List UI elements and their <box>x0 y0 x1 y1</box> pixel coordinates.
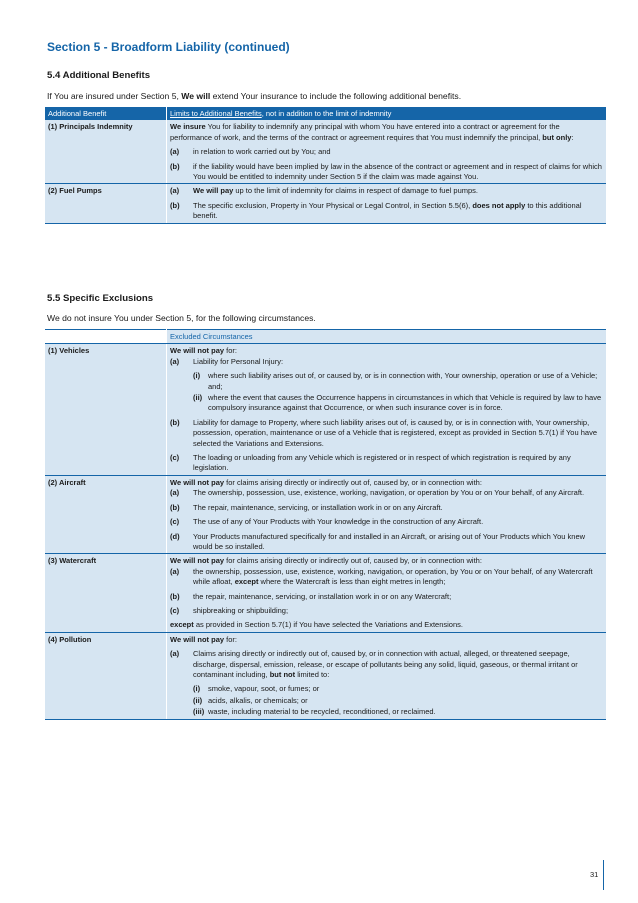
page-number-rule <box>603 860 604 890</box>
table-row: (4) Pollution We will not pay for: (a) Claims arising directly or indirectly out of, caused by, or in connection with actual, alleged, or threatened seepage, discharge, dispersal, emission, release, or escape of pollutants being any solid, liquid, gaseous, or thermal irritant or contaminant including, but not limited to: (i) smoke, vapour, soot, or fumes; or (ii) acids, alkalis, or chemicals; or (iii) waste, including material to be recycled, reconditioned, or reclaimed. <box>45 632 606 719</box>
list-item: (b) if the liability would have been implied by law in the absence of the contract or agreement and in respect of claims for which You would be entitled to indemnity under Section 5 if the claim was made against You. <box>170 161 602 182</box>
list-item: (d) Your Products manufactured specifically for and installed in an Aircraft, or arising out of Your Products which You knew would be so installed. <box>170 531 586 551</box>
row-label: (2) Aircraft <box>45 475 167 553</box>
additional-benefits-table <box>45 107 606 224</box>
list-item: (b) the repair, maintenance, servicing, or installation work in or on any Watercraft; <box>170 591 452 601</box>
heading-specific-exclusions: 5.5 Specific Exclusions <box>47 293 154 304</box>
list-item: (b) Liability for damage to Property, where such liability arises out of, is caused by, or is in connection with, Your ownership, possession, operation, maintenance or use of a Vehicle that is registered, except as provided in Section 5.7(1) if You have selected the Variations and Extensions. <box>170 417 598 448</box>
list-item: (i) where such liability arises out of, or caused by, or is in connection with, Your ownership, operation or use of a Vehicle; and; <box>193 371 598 391</box>
table-row <box>45 120 606 184</box>
row-lead-text: We insure You for liability to indemnify any principal with whom You have entered into a contract or agreement for the performance of work, and the terms of the contract or agreement requires that You must indemnify the principal, but only: <box>170 122 574 142</box>
list-item: (c) The loading or unloading from any Vehicle which is registered or in respect of which registration is required by any legislation. <box>170 453 571 473</box>
list-item: (b) The repair, maintenance, servicing, or installation work in or on any Aircraft. <box>170 502 443 512</box>
row-label: (2) Fuel Pumps <box>45 184 167 223</box>
list-item: (a) the ownership, possession, use, existence, working, navigation, or operation, by You or on Your behalf, of any Watercraft while afloat, except where the Watercraft is less than eight metres in length; <box>170 566 593 587</box>
additional-benefits-intro: If You are insured under Section 5, We will extend Your insurance to include the following additional benefits. <box>47 91 462 101</box>
list-item: (i) smoke, vapour, soot, or fumes; or <box>193 684 320 694</box>
list-item: (ii) where the event that causes the Occurrence happens in circumstances in which that Vehicle is required by law to have compulsory insurance against that Occurrence, or when such insurance cover is in force. <box>193 393 602 413</box>
row-label: (4) Pollution <box>45 632 167 719</box>
list-item: (a) We will pay up to the limit of indemnity for claims in respect of damage to fuel pumps. <box>170 186 478 196</box>
row-label: (1) Principals Indemnity <box>45 120 167 184</box>
col-header-benefit: Additional Benefit <box>45 107 167 120</box>
row-label: (1) Vehicles <box>45 344 167 475</box>
list-item: (a) Liability for Personal Injury: <box>170 356 284 366</box>
table-row: (2) Aircraft We will not pay for claims arising directly or indirectly out of, caused by, or in connection with: (a) The ownership, possession, use, existence, working, navigation, or operation by You or on Your behalf, of any Aircraft. (b) The repair, maintenance, servicing, or installation work in or on any Aircraft. (c) The use of any of Your Products with Your knowledge in the construction of any Aircraft. (d) Your Products manufactured specifically for and installed in an Aircraft, or arising out of Your Products which You knew would be so installed. <box>45 475 606 553</box>
table-row: (1) Vehicles We will not pay for: (a) Liability for Personal Injury: (i) where such liability arises out of, or caused by, or is in connection with, Your ownership, operation or use of a Vehicle; and; (ii) where the event that causes the Occurrence happens in circumstances in which that Vehicle is required by law to have compulsory insurance against that Occurrence, or when such insurance cover is in force. (b) Liability for damage to Property, where such liability arises out of, is caused by, or is in connection with, Your ownership, possession, operation, maintenance or use of a Vehicle that is registered, except as provided in Section 5.7(1) if You have selected the Variations and Extensions. (c) The loading or unloading from any Vehicle which is registered or in respect of which registration is required by any legislation. <box>45 344 606 475</box>
list-item: (c) The use of any of Your Products with Your knowledge in the construction of any Aircraft. <box>170 517 484 527</box>
list-item: (b) The specific exclusion, Property in Your Physical or Legal Control, in Section 5.5(6), does not apply to this additional benefit. <box>170 200 582 221</box>
col-header-limits: Limits to Additional Benefits, not in addition to the limit of indemnity <box>167 107 607 120</box>
specific-exclusions-intro: We do not insure You under Section 5, for the following circumstances. <box>47 313 316 323</box>
list-item: (ii) acids, alkalis, or chemicals; or <box>193 695 308 705</box>
table-row: (3) Watercraft We will not pay for claims arising directly or indirectly out of, caused by, or in connection with: (a) the ownership, possession, use, existence, working, navigation, or operation, by You or on Your behalf, of any Watercraft while afloat, except where the Watercraft is less than eight metres in length; (b) the repair, maintenance, servicing, or installation work in or on any Watercraft; (c) shipbreaking or shipbuilding; except as provided in Section 5.7(1) if You have selected the Variations and Extensions. <box>45 554 606 632</box>
col-header-excluded: Excluded Circumstances <box>167 330 607 344</box>
list-item: (iii) waste, including material to be recycled, reconditioned, or reclaimed. <box>193 707 436 717</box>
page-number: 31 <box>590 870 599 879</box>
list-item: (a) Claims arising directly or indirectly out of, caused by, or in connection with actual, alleged, or threatened seepage, discharge, dispersal, emission, release, or escape of pollutants being any solid, liquid, gaseous, or thermal irritant or contaminant including, but not limited to: <box>170 649 578 679</box>
list-item: (a) The ownership, possession, use, existence, working, navigation, or operation by You or on Your behalf, of any Aircraft. <box>170 488 585 498</box>
specific-exclusions-table <box>45 329 606 720</box>
table-row <box>45 184 606 223</box>
heading-additional-benefits: 5.4 Additional Benefits <box>47 70 151 81</box>
list-item: (a) in relation to work carried out by You; and <box>170 147 331 157</box>
list-item: (c) shipbreaking or shipbuilding; <box>170 605 289 615</box>
section-title: Section 5 - Broadform Liability (continued) <box>47 40 290 54</box>
row-label: (3) Watercraft <box>45 554 167 632</box>
